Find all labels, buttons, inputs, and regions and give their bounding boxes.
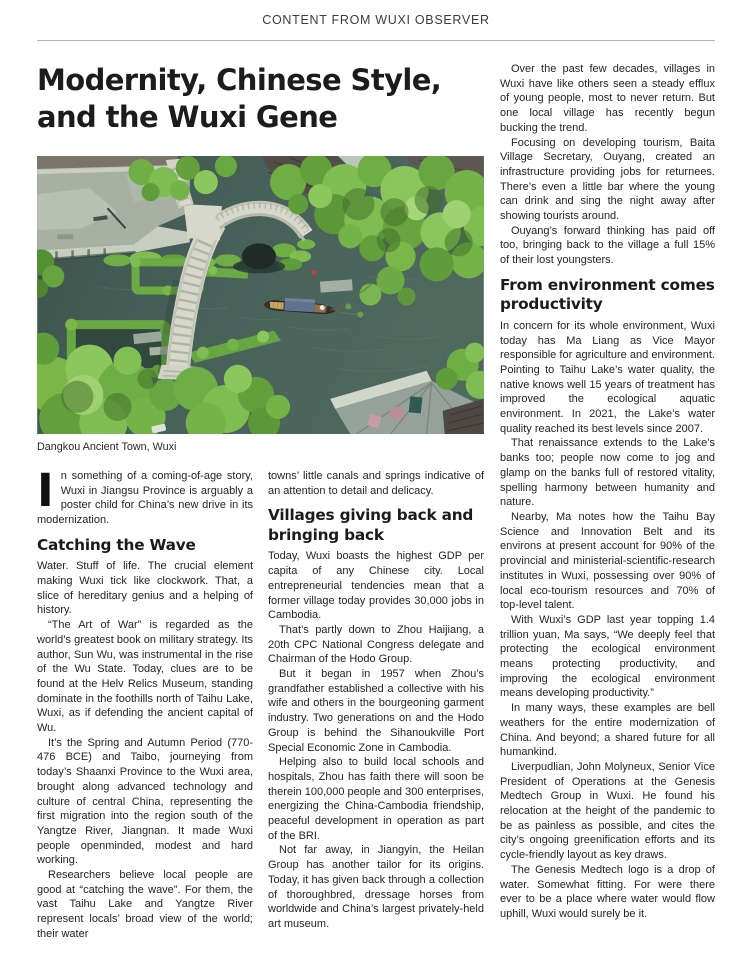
paragraph: In many ways, these examples are bell weathers for the entire modernization of China. And beyond; a shared future for all humankind. [500,702,715,759]
column-3 [500,62,715,942]
aerial-canal-town-illustration [37,156,484,434]
paragraph: Nearby, Ma notes how the Taihu Bay Science and Innovation Belt and its environs at present account for 90% of the provincial and ministerial-scientific-research institutes in Wuxi, possessing over 90% of local eco-tourism resources and 70% of top-level talent. [500,510,715,612]
paragraph: Ouyang’s forward thinking has paid off too, bringing back to the village a full 15% of their lost youngsters. [500,224,715,267]
paragraph: That’s partly down to Zhou Haijiang, a 20th CPC National Congress delegate and Chairman of the Hodo Group. [268,623,484,666]
section-heading-environment: From environment comes productivity [500,275,715,314]
text-columns [37,464,484,942]
paragraph: That renaissance extends to the Lake’s banks too; people now come to jog and glamp on the banks full of restored vitality, spelling harmony between humanity and nature. [500,437,715,509]
kicker: CONTENT FROM WUXI OBSERVER [262,13,490,27]
column-2 [268,469,484,942]
intro-text: n something of a coming-of-age story, Wuxi in Jiangsu Province is arguably a poster child for China’s new drive in its modernization. [37,470,253,527]
paragraph: “The Art of War” is regarded as the world’s greatest book on military strategy. Its author, Sun Wu, was instrumental in the rise of the Wu State. Today, clues are to be found at the Helv Relics Museum, standing dominate in the foothills north of Taihu Lake, Wuxi, as if defending the ancient capital of Wu. [37,619,254,735]
drop-cap: I [37,464,54,517]
section-heading-villages: Villages giving back and bringing back [268,506,474,544]
section-heading-catching-the-wave: Catching the Wave [37,535,196,554]
paragraph: The Genesis Medtech logo is a drop of water. Somewhat fitting. For were there ever to be a place where water would flow uphill, Wuxi would surely be it. [500,863,715,920]
photo-caption: Dangkou Ancient Town, Wuxi [37,441,177,453]
paragraph: It’s the Spring and Autumn Period (770-476 BCE) and Taibo, journeying from today’s Shaanxi Province to the Wuxi area, brought along advanced technology and culture of central China, representing the first migration into the region south of the Yangtze River, Jiangnan. It made Wuxi people openminded, modest and hard working. [37,736,253,867]
column-1 [37,464,254,942]
article-title: Modernity, Chinese Style, and the Wuxi Gene [37,63,442,134]
paragraph: But it began in 1957 when Zhou’s grandfather established a collective with his wife and others in the bourgeoning garment industry. Two generations on and the Hodo Group is behind the Sihanoukville Port Special Economic Zone in Cambodia. [268,668,484,754]
article-content [37,62,715,942]
paragraph: towns’ little canals and springs indicative of an attention to detail and delicacy. [268,470,484,497]
paragraph: Over the past few decades, villages in Wuxi have like others seen a steady efflux of young people, most to never return. But one local village has recently begun bucking the trend. [500,63,715,134]
paragraph: Water. Stuff of life. The crucial element making Wuxi tick like clockwork. That, a slice of hereditary genius and a helping of history. [37,560,253,617]
article-photo [37,156,484,434]
intro-paragraph [37,464,253,528]
left-region [37,62,484,942]
paragraph: Liverpudlian, John Molyneux, Senior Vice President of Operations at the Genesis Medtech Group in Wuxi. He found his relocation at the height of the pandemic to be as painless as possible, and cites the city’s ongoing greenification efforts and its cycle-friendly layout as key draws. [500,760,715,862]
paragraph: Focusing on developing tourism, Baita Village Secretary, Ouyang, created an infrastructure providing jobs for returnees. There’s even a little bar where the young can drink and sing the night away after showing tourists around. [500,136,715,223]
paragraph: With Wuxi’s GDP last year topping 1.4 trillion yuan, Ma says, “We deeply feel that protecting the ecological environment means protecting productivity, and improving the ecological environment means developing productivity.” [500,613,715,700]
paragraph: Helping also to build local schools and hospitals, Zhou has faith there will soon be therein 100,000 people and 300 enterprises, energizing the China-Cambodia friendship, peaceful development in operation as part of the BRI. [268,756,484,842]
paragraph: Not far away, in Jiangyin, the Heilan Group has another tailor for its origins. Today, it has given back through a collection of thoroughbred, dressage horses from worldwide and China’s largest privately-held art museum. [268,844,484,930]
header-divider [37,40,715,41]
paragraph: In concern for its whole environment, Wuxi today has Ma Liang as Vice Mayor responsible for agriculture and environment. Pointing to Taihu Lake’s water quality, the native knows well 15 years of treatment has improved the ecological aquatic environment. In 2021, the Lake’s water quality reached its best levels since 2007. [500,319,715,435]
paragraph: Researchers believe local people are good at “catching the wave”. For them, the vast Taihu Lake and Yangtze River represent locals’ broad view of the world; their water [37,869,253,940]
paragraph: Today, Wuxi boasts the highest GDP per capita of any Chinese city. Local entrepreneurial tendencies mean that a former village today provides 30,000 jobs in Cambodia. [268,550,484,622]
